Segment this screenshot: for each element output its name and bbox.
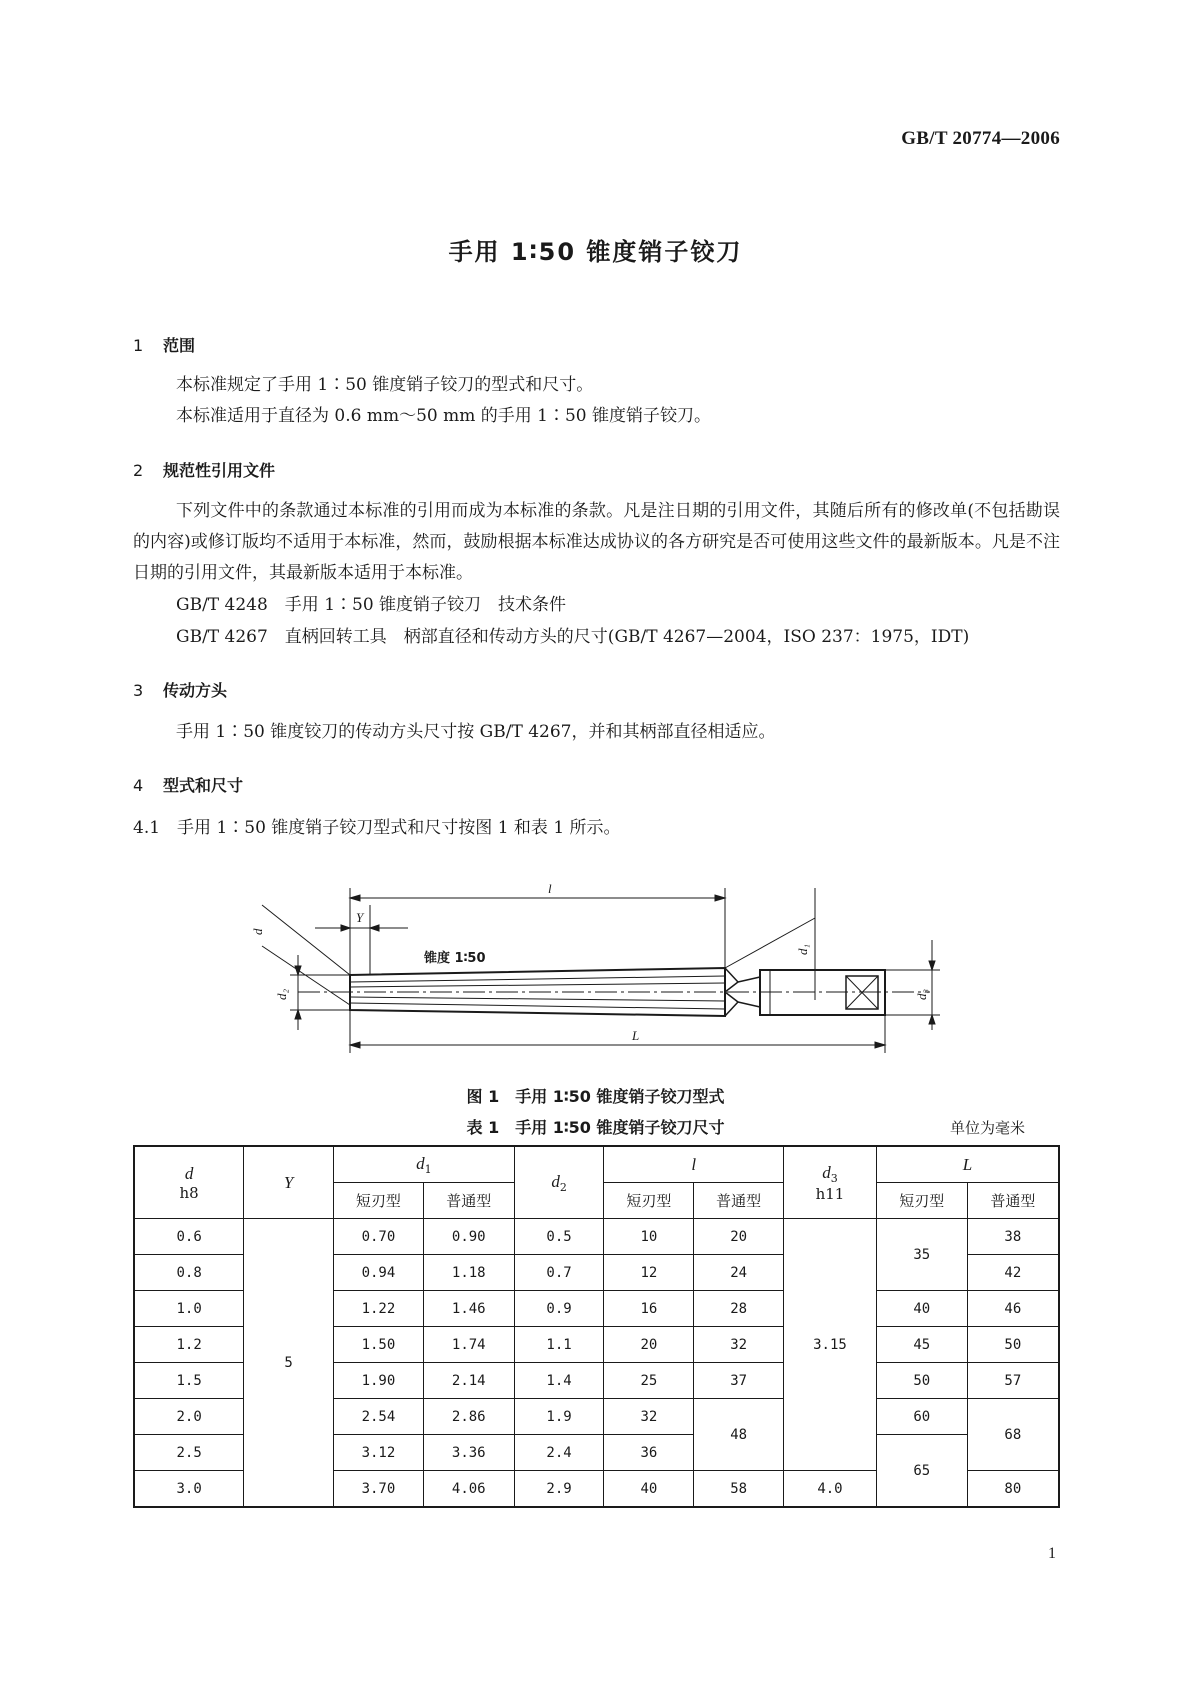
cell-d3: 3.15 <box>784 1219 877 1471</box>
cell-d1-normal: 1.74 <box>423 1327 514 1363</box>
standard-code: GB/T 20774—2006 <box>901 128 1060 149</box>
section-2-para-1: 下列文件中的条款通过本标准的引用而成为本标准的条款。凡是注日期的引用文件，其随后所有的修改单(不包括勘误的内容)或修订版均不适用于本标准，然而，鼓励根据本标准达成协议的各方研究是否可使用这些文件的最新版本。凡是不注日期的引用文件，其最新版本适用于本标准。 <box>133 501 1060 583</box>
fig-label-L: L <box>632 1028 640 1043</box>
cell-d2: 2.4 <box>514 1435 604 1471</box>
cell-d1-short: 2.54 <box>334 1399 424 1435</box>
page-number: 1 <box>1048 1545 1056 1562</box>
head-l-normal: 普通型 <box>694 1183 784 1219</box>
cell-Y: 5 <box>244 1219 334 1508</box>
cell-d2: 2.9 <box>514 1471 604 1508</box>
cell-l-short: 36 <box>604 1435 694 1471</box>
section-1-para-1: 本标准规定了手用 1∶50 锥度销子铰刀的型式和尺寸。 <box>176 375 594 395</box>
fig-label-l: l <box>548 881 552 896</box>
cell-l-normal: 37 <box>694 1363 784 1399</box>
cell-L-normal: 80 <box>967 1471 1059 1508</box>
cell-d1-short: 1.50 <box>334 1327 424 1363</box>
section-3-heading: 3 传动方头 <box>133 681 228 700</box>
cell-d1-short: 3.12 <box>334 1435 424 1471</box>
cell-L-short: 45 <box>876 1327 967 1363</box>
fig-label-taper: 锥度 1∶50 <box>424 951 486 966</box>
cell-L-normal: 50 <box>967 1327 1059 1363</box>
cell-l-short: 20 <box>604 1327 694 1363</box>
cell-d: 1.0 <box>134 1291 244 1327</box>
cell-d1-short: 1.22 <box>334 1291 424 1327</box>
cell-d1-normal: 2.14 <box>423 1363 514 1399</box>
cell-d2: 0.5 <box>514 1219 604 1255</box>
cell-d2: 1.1 <box>514 1327 604 1363</box>
cell-d3: 4.0 <box>784 1471 877 1508</box>
cell-l-short: 12 <box>604 1255 694 1291</box>
cell-d1-normal: 0.90 <box>423 1219 514 1255</box>
table-caption: 表 1 手用 1∶50 锥度销子铰刀尺寸 <box>466 1118 725 1137</box>
cell-l-short: 16 <box>604 1291 694 1327</box>
cell-d1-short: 1.90 <box>334 1363 424 1399</box>
cell-d: 1.5 <box>134 1363 244 1399</box>
head-d1-normal: 普通型 <box>423 1183 514 1219</box>
head-d1: $d_1$ <box>334 1146 515 1183</box>
head-Y: Y <box>244 1146 334 1219</box>
cell-l-normal: 24 <box>694 1255 784 1291</box>
cell-d1-normal: 1.18 <box>423 1255 514 1291</box>
cell-L-normal: 42 <box>967 1255 1059 1291</box>
head-d2: $d_2$ <box>514 1146 604 1219</box>
cell-l-normal: 20 <box>694 1219 784 1255</box>
cell-d2: 1.4 <box>514 1363 604 1399</box>
cell-L-normal: 68 <box>967 1399 1059 1471</box>
reference-gbt4267: GB/T 4267 直柄回转工具 柄部直径和传动方头的尺寸(GB/T 4267—2004，ISO 237：1975，IDT) <box>176 627 970 647</box>
cell-d1-normal: 2.86 <box>423 1399 514 1435</box>
cell-d2: 0.7 <box>514 1255 604 1291</box>
cell-L-short: 50 <box>876 1363 967 1399</box>
cell-l-normal: 28 <box>694 1291 784 1327</box>
head-l: l <box>604 1146 784 1183</box>
cell-d1-short: 3.70 <box>334 1471 424 1508</box>
unit-note: 单位为毫米 <box>950 1119 1026 1137</box>
cell-d2: 0.9 <box>514 1291 604 1327</box>
cell-d1-normal: 3.36 <box>423 1435 514 1471</box>
fig-label-d: d <box>250 928 265 935</box>
fig-label-Y: Y <box>356 910 364 925</box>
cell-l-short: 25 <box>604 1363 694 1399</box>
fig-label-d2: d₂ <box>274 988 289 1000</box>
cell-d1-short: 0.70 <box>334 1219 424 1255</box>
cell-L-short: 35 <box>876 1219 967 1291</box>
cell-l-short: 10 <box>604 1219 694 1255</box>
reference-gbt4248: GB/T 4248 手用 1∶50 锥度销子铰刀 技术条件 <box>176 595 567 615</box>
fig-label-d3: d₃ <box>914 988 929 1000</box>
cell-d1-normal: 1.46 <box>423 1291 514 1327</box>
section-2-heading: 2 规范性引用文件 <box>133 461 276 480</box>
cell-L-normal: 38 <box>967 1219 1059 1255</box>
cell-l-normal: 32 <box>694 1327 784 1363</box>
cell-d: 0.8 <box>134 1255 244 1291</box>
section-3-para-1: 手用 1∶50 锥度铰刀的传动方头尺寸按 GB/T 4267，并和其柄部直径相适应。 <box>176 722 776 742</box>
cell-d1-short: 0.94 <box>334 1255 424 1291</box>
head-d1-short: 短刃型 <box>334 1183 424 1219</box>
cell-d: 2.0 <box>134 1399 244 1435</box>
cell-L-short: 65 <box>876 1435 967 1508</box>
cell-l-normal: 48 <box>694 1399 784 1471</box>
cell-L-short: 40 <box>876 1291 967 1327</box>
cell-d: 0.6 <box>134 1219 244 1255</box>
page-title: 手用 1∶50 锥度销子铰刀 <box>448 238 743 266</box>
clause-4-1: 4.1 手用 1∶50 锥度销子铰刀型式和尺寸按图 1 和表 1 所示。 <box>133 818 621 838</box>
cell-L-normal: 57 <box>967 1363 1059 1399</box>
cell-d: 1.2 <box>134 1327 244 1363</box>
cell-d: 2.5 <box>134 1435 244 1471</box>
head-L-normal: 普通型 <box>967 1183 1059 1219</box>
head-d3: $d_3$ h11 <box>784 1146 877 1219</box>
head-l-short: 短刃型 <box>604 1183 694 1219</box>
section-4-heading: 4 型式和尺寸 <box>133 776 244 795</box>
section-1-para-2: 本标准适用于直径为 0.6 mm～50 mm 的手用 1∶50 锥度销子铰刀。 <box>176 406 712 426</box>
fig-label-d1: d₁ <box>795 943 810 955</box>
table-row <box>134 1219 1059 1255</box>
head-L: L <box>876 1146 1059 1183</box>
reamer-drawing <box>250 870 950 1070</box>
cell-l-normal: 58 <box>694 1471 784 1508</box>
cell-d: 3.0 <box>134 1471 244 1508</box>
cell-d2: 1.9 <box>514 1399 604 1435</box>
dimensions-table <box>133 1145 1060 1508</box>
cell-l-short: 40 <box>604 1471 694 1508</box>
cell-d1-normal: 4.06 <box>423 1471 514 1508</box>
cell-l-short: 32 <box>604 1399 694 1435</box>
figure-caption: 图 1 手用 1∶50 锥度销子铰刀型式 <box>466 1087 725 1106</box>
head-L-short: 短刃型 <box>876 1183 967 1219</box>
cell-L-short: 60 <box>876 1399 967 1435</box>
head-d: d h8 <box>134 1146 244 1219</box>
section-1-heading: 1 范围 <box>133 336 196 355</box>
cell-L-normal: 46 <box>967 1291 1059 1327</box>
